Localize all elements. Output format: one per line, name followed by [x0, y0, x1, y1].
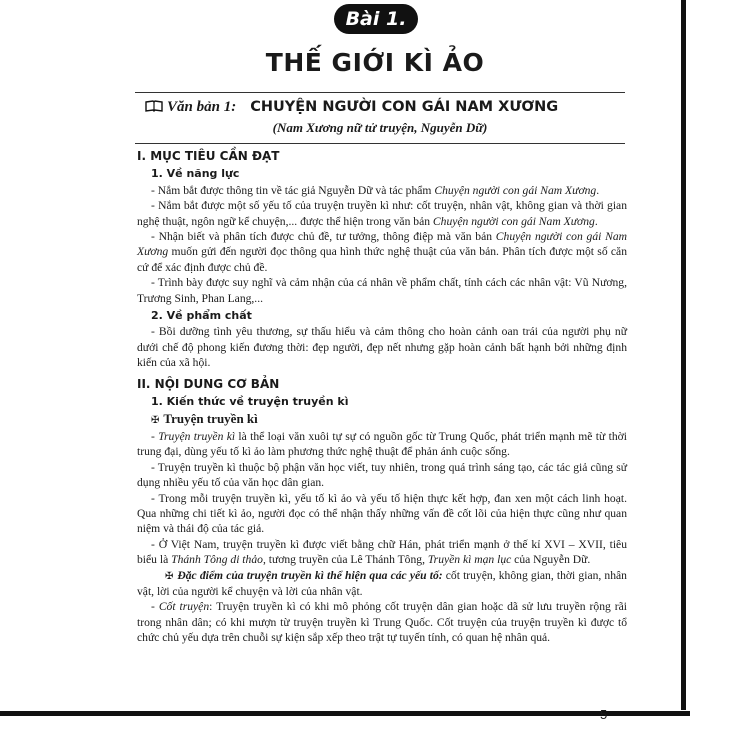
paragraph: - Truyện truyền kì thuộc bộ phận văn học viết, tuy nhiên, trong quá trình sáng tạo, các tác giả cũng sử dụng nhiều yếu tố của văn học dân gian.: [137, 460, 627, 490]
text-label: Văn bản 1:: [167, 99, 237, 115]
subsection-heading: 2. Về phẩm chất: [151, 309, 252, 323]
paragraph: - Truyện truyền kì là thể loại văn xuôi tự sự có nguồn gốc từ Trung Quốc, phát triển mạnh mẽ từ thời trung đại, dùng yếu tố kì ảo làm phương thức nghệ thuật để phản ánh cuộc sống.: [137, 429, 627, 459]
subsection-heading: 1. Về năng lực: [151, 167, 240, 181]
paragraph: - Trình bày được suy nghĩ và cảm nhận của cá nhân về phẩm chất, tính cách các nhân vật: Vũ Nương, Trương Sinh, Phan Lang,...: [137, 276, 627, 305]
lesson-badge: Bài 1.: [334, 4, 418, 34]
paragraph: ✠ Đặc điểm của truyện truyền kì thể hiện qua các yếu tố: cốt truyện, không gian, thời gian, nhân vật, lời của người kể chuyện và lời của nhân vật.: [137, 568, 627, 598]
page-number: 5: [600, 707, 608, 722]
topic-heading: ✠ Truyện truyền kì: [151, 411, 627, 428]
text-source: (Nam Xương nữ tử truyện, Nguyễn Dữ): [272, 120, 488, 135]
paragraph: - Nắm bắt được thông tin về tác giả Nguyễn Dữ và tác phẩm Chuyện người con gái Nam Xương.: [151, 183, 600, 197]
paragraph: - Cốt truyện: Truyện truyền kì có khi mô phỏng cốt truyện dân gian hoặc dã sử lưu truyền rộng rãi trong nhân dân; có khi mượn từ truyện truyền kì Trung Quốc. Cốt truyện của truyện truyền kì được tổ chức chủ yếu dựa trên chuỗi sự kiện sắp xếp theo trật tự tuyến tính, có quan hệ nhân quả.: [137, 600, 627, 645]
paragraph: - Trong mỗi truyện truyền kì, yếu tố kì ảo và yếu tố hiện thực kết hợp, đan xen một cách linh hoạt. Qua những chi tiết kì ảo, người đọc có thể nhận thấy những vấn đề cốt lõi của hiện thực cũng như quan niệm và thái độ của tác giả.: [137, 491, 627, 536]
paragraph: - Nắm bắt được một số yếu tố của truyện truyền kì như: cốt truyện, nhân vật, không gian và thời gian nghệ thuật, ngôn ngữ kể chuyện,... được thể hiện trong văn bản Chuyện người con gái Nam Xương.: [137, 199, 627, 228]
open-book-icon: [145, 100, 163, 112]
text-title: CHUYỆN NGƯỜI CON GÁI NAM XƯƠNG: [250, 99, 559, 115]
paragraph: - Nhận biết và phân tích được chủ đề, tư tưởng, thông điệp mà văn bản Chuyện người con gái Nam Xương muốn gửi đến người đọc thông qua hình thức nghệ thuật của văn bản. Phân tích được một số căn cứ để xác định được chủ đề.: [137, 230, 627, 274]
subsection-heading: 1. Kiến thức về truyện truyền kì: [151, 395, 349, 409]
page-content: [137, 143, 627, 646]
page-frame-right: [681, 0, 686, 710]
star-bullet-icon: ✠: [165, 570, 174, 582]
paragraph: - Bồi dưỡng tình yêu thương, sự thấu hiểu và cảm thông cho hoàn cảnh oan trái của người phụ nữ dưới chế độ phong kiến đương thời: đẹp người, đẹp nết nhưng gặp hoàn cảnh bất hạnh bởi những định kiến của xã hội.: [137, 325, 627, 370]
section-heading: I. MỤC TIÊU CẦN ĐẠT: [137, 149, 280, 163]
star-bullet-icon: ✠: [151, 414, 160, 426]
lesson-title: THẾ GIỚI KÌ ẢO: [265, 48, 485, 77]
text-header: [135, 92, 625, 144]
page-frame-bottom: [0, 711, 690, 716]
paragraph: - Ở Việt Nam, truyện truyền kì được viết bằng chữ Hán, phát triển mạnh ở thế kỉ XVI – XVII, tiêu biểu là Thánh Tông di thảo, tương truyền của Lê Thánh Tông, Truyền kì mạn lục của Nguyễn Dữ.: [137, 537, 627, 567]
section-heading: II. NỘI DUNG CƠ BẢN: [137, 376, 280, 391]
